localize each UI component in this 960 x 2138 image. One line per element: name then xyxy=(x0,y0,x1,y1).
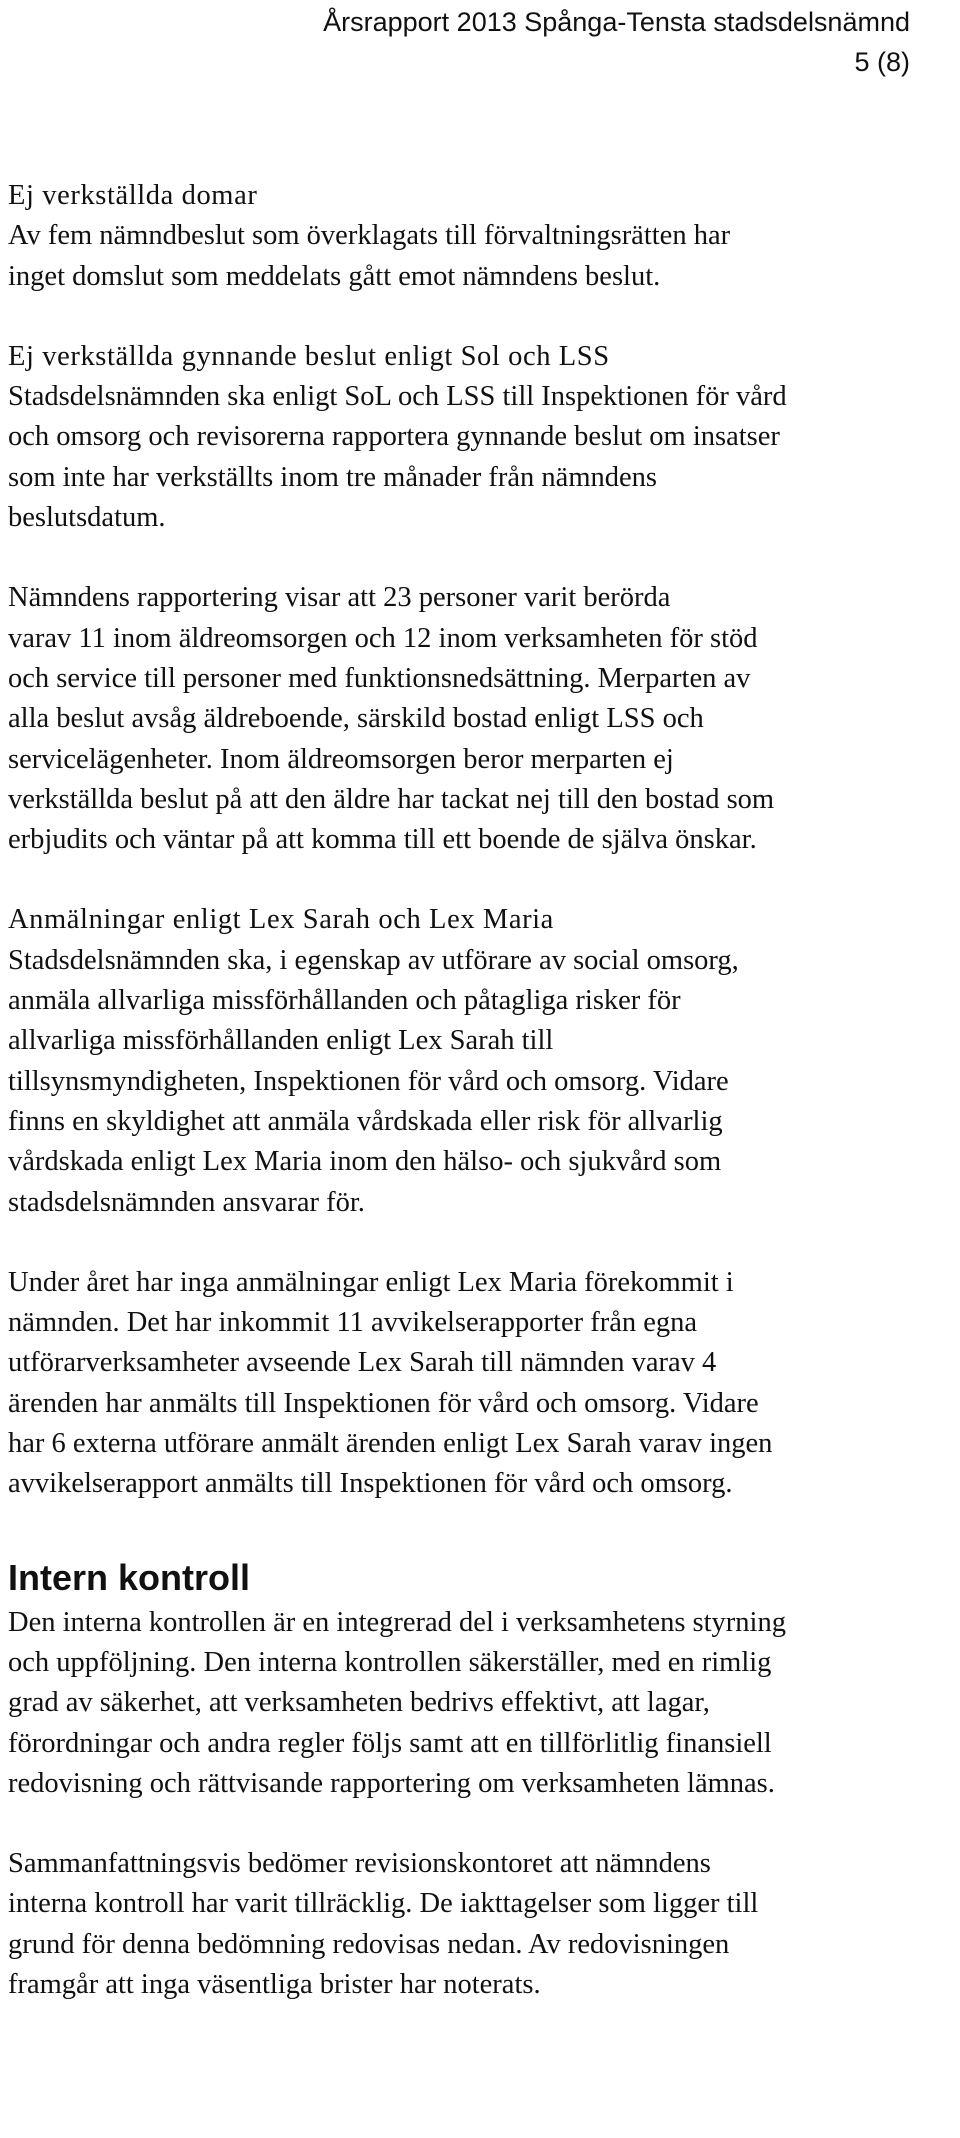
paragraph-line: ärenden har anmälts till Inspektionen för vård och omsorg. Vidare xyxy=(8,1387,759,1419)
paragraph-line: stadsdelsnämnden ansvarar för. xyxy=(8,1186,365,1218)
paragraph-line: interna kontroll har varit tillräcklig. De iakttagelser som ligger till xyxy=(8,1888,759,1920)
under-aret-paragraph xyxy=(8,1263,928,1505)
anmalningar-section xyxy=(8,900,928,1222)
paragraph-line: och service till personer med funktionsnedsättning. Merparten av xyxy=(8,662,751,694)
paragraph-line: grund för denna bedömning redovisas nedan. Av redovisningen xyxy=(8,1928,730,1960)
paragraph-line: framgår att inga väsentliga brister har noterats. xyxy=(8,1968,541,2000)
paragraph-line: Nämndens rapportering visar att 23 personer varit berörda xyxy=(8,582,671,614)
paragraph-line: som inte har verkställts inom tre månader från nämndens xyxy=(8,461,657,493)
paragraph-line: anmäla allvarliga missförhållanden och påtagliga risker för xyxy=(8,985,681,1017)
paragraph-line: Under året har inga anmälningar enligt Lex Maria förekommit i xyxy=(8,1266,734,1298)
paragraph-line: finns en skyldighet att anmäla vårdskada eller risk för allvarlig xyxy=(8,1105,723,1137)
paragraph-line: alla beslut avsåg äldreboende, särskild bostad enligt LSS och xyxy=(8,703,704,735)
paragraph-line: Sammanfattningsvis bedömer revisionskontoret att nämndens xyxy=(8,1848,711,1880)
paragraph-line: vårdskada enligt Lex Maria inom den hälso- och sjukvård som xyxy=(8,1146,722,1178)
paragraph-line: grad av säkerhet, att verksamheten bedrivs effektivt, att lagar, xyxy=(8,1687,710,1719)
paragraph-line: Stadsdelsnämnden ska, i egenskap av utförare av social omsorg, xyxy=(8,944,739,976)
paragraph-line: har 6 externa utförare anmält ärenden enligt Lex Sarah varav ingen xyxy=(8,1428,773,1460)
paragraph-line: Stadsdelsnämnden ska enligt SoL och LSS till Inspektionen för vård xyxy=(8,381,787,413)
subheading-ej-verkstallda-domar: Ej verkställda domar xyxy=(8,180,258,211)
paragraph-line: servicelägenheter. Inom äldreomsorgen beror merparten ej xyxy=(8,743,674,775)
paragraph-line: avvikelserapport anmälts till Inspektionen för vård och omsorg. xyxy=(8,1468,733,1500)
subheading-anmalningar: Anmälningar enligt Lex Sarah och Lex Maria xyxy=(8,904,554,936)
paragraph-line: Av fem nämndbeslut som överklagats till förvaltningsrätten har xyxy=(8,220,731,252)
paragraph-line: varav 11 inom äldreomsorgen och 12 inom verksamheten för stöd xyxy=(8,622,758,654)
page-header xyxy=(323,0,910,82)
paragraph-line: Den interna kontrollen är en integrerad del i verksamhetens styrning xyxy=(8,1606,786,1638)
paragraph-line: förordningar och andra regler följs samt att en tillförlitlig finansiell xyxy=(8,1727,772,1759)
sammanfattningsvis-paragraph xyxy=(8,1844,928,2005)
paragraph-line: och omsorg och revisorerna rapportera gynnande beslut om insatser xyxy=(8,421,780,453)
report-title: Årsrapport 2013 Spånga-Tensta stadsdelsnämnd xyxy=(323,7,910,37)
rapportering-paragraph xyxy=(8,578,928,860)
paragraph-line: beslutsdatum. xyxy=(8,502,166,534)
paragraph-line: utförarverksamheter avseende Lex Sarah till nämnden varav 4 xyxy=(8,1347,717,1379)
document-body xyxy=(8,176,928,2045)
subheading-ej-verkstallda-gynnande-beslut: Ej verkställda gynnande beslut enligt Sol och LSS xyxy=(8,340,610,372)
intern-kontroll-definition xyxy=(8,1603,928,1804)
paragraph-line: tillsynsmyndigheten, Inspektionen för vård och omsorg. Vidare xyxy=(8,1065,729,1097)
paragraph-line: verkställda beslut på att den äldre har tackat nej till den bostad som xyxy=(8,783,775,815)
page-number: 5 (8) xyxy=(854,47,910,77)
paragraph-line: nämnden. Det har inkommit 11 avvikelserapporter från egna xyxy=(8,1307,698,1339)
paragraph-line: och uppföljning. Den interna kontrollen säkerställer, med en rimlig xyxy=(8,1646,772,1678)
ej-verkstallda-gynnande-beslut-section xyxy=(8,337,928,538)
ej-verkstallda-domar-section xyxy=(8,176,928,297)
section-heading-intern-kontroll: Intern kontroll xyxy=(8,1556,250,1598)
paragraph-line: erbjudits och väntar på att komma till ett boende de själva önskar. xyxy=(8,824,757,856)
paragraph-line: allvarliga missförhållanden enligt Lex Sarah till xyxy=(8,1025,554,1057)
paragraph-line: redovisning och rättvisande rapportering om verksamheten lämnas. xyxy=(8,1767,775,1799)
paragraph-line: inget domslut som meddelats gått emot nämndens beslut. xyxy=(8,260,661,292)
